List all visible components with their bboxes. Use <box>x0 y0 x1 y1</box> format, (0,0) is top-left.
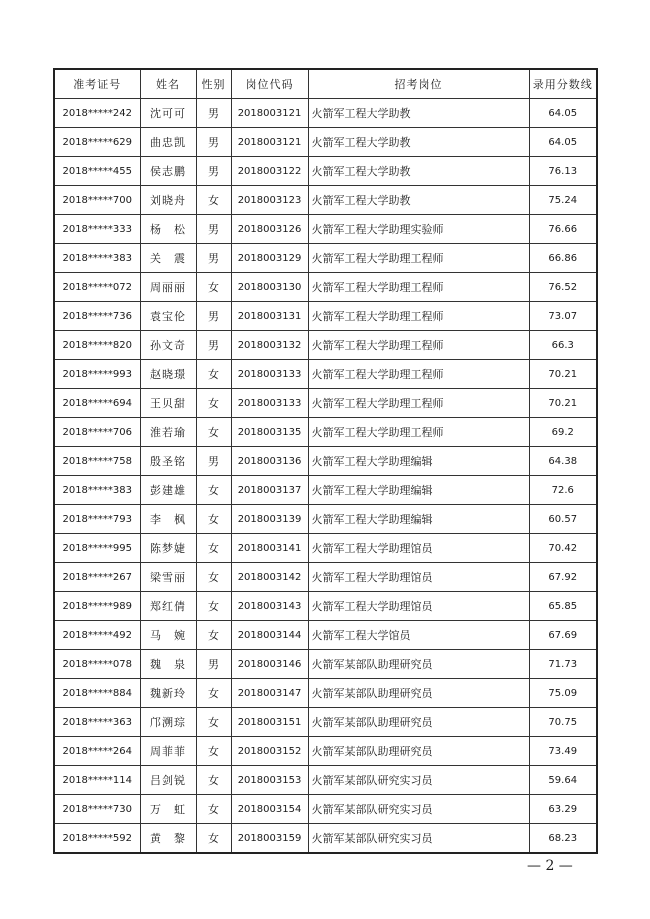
exam-number-cell: 2018*****078 <box>54 650 140 679</box>
post-cell: 火箭军某部队研究实习员 <box>308 795 529 824</box>
table-row <box>54 708 597 737</box>
table-row <box>54 505 597 534</box>
exam-number-cell: 2018*****333 <box>54 215 140 244</box>
name-cell: 侯志鹏 <box>140 157 196 186</box>
score-cell: 66.3 <box>529 331 597 360</box>
name-cell: 孙文奇 <box>140 331 196 360</box>
score-cell: 70.42 <box>529 534 597 563</box>
exam-number-cell: 2018*****629 <box>54 128 140 157</box>
gender-cell: 女 <box>196 708 231 737</box>
exam-number-cell: 2018*****383 <box>54 476 140 505</box>
score-cell: 67.69 <box>529 621 597 650</box>
post-cell: 火箭军工程大学助理工程师 <box>308 389 529 418</box>
post-code-cell: 2018003136 <box>231 447 308 476</box>
score-cell: 63.29 <box>529 795 597 824</box>
table-row <box>54 215 597 244</box>
table-row <box>54 563 597 592</box>
table-row <box>54 766 597 795</box>
table-row <box>54 99 597 128</box>
name-cell: 袁宝伦 <box>140 302 196 331</box>
table-row <box>54 244 597 273</box>
post-code-cell: 2018003159 <box>231 824 308 854</box>
exam-number-cell: 2018*****363 <box>54 708 140 737</box>
score-cell: 66.86 <box>529 244 597 273</box>
post-code-cell: 2018003123 <box>231 186 308 215</box>
post-code-cell: 2018003122 <box>231 157 308 186</box>
table-row <box>54 128 597 157</box>
post-cell: 火箭军某部队研究实习员 <box>308 766 529 795</box>
name-cell: 周菲菲 <box>140 737 196 766</box>
post-cell: 火箭军工程大学助理工程师 <box>308 331 529 360</box>
post-code-cell: 2018003126 <box>231 215 308 244</box>
header-post-code: 岗位代码 <box>231 69 308 99</box>
post-cell: 火箭军某部队研究实习员 <box>308 824 529 854</box>
table-header-row <box>54 69 597 99</box>
gender-cell: 女 <box>196 824 231 854</box>
score-cell: 70.75 <box>529 708 597 737</box>
name-cell: 赵晓璟 <box>140 360 196 389</box>
table-row <box>54 476 597 505</box>
exam-number-cell: 2018*****995 <box>54 534 140 563</box>
gender-cell: 男 <box>196 244 231 273</box>
score-cell: 68.23 <box>529 824 597 854</box>
exam-number-cell: 2018*****820 <box>54 331 140 360</box>
header-exam-number: 准考证号 <box>54 69 140 99</box>
post-cell: 火箭军工程大学助理工程师 <box>308 244 529 273</box>
post-code-cell: 2018003141 <box>231 534 308 563</box>
exam-number-cell: 2018*****884 <box>54 679 140 708</box>
post-cell: 火箭军某部队助理研究员 <box>308 650 529 679</box>
name-cell: 殷圣铭 <box>140 447 196 476</box>
post-code-cell: 2018003152 <box>231 737 308 766</box>
post-cell: 火箭军工程大学助理工程师 <box>308 302 529 331</box>
score-cell: 73.07 <box>529 302 597 331</box>
post-cell: 火箭军工程大学助教 <box>308 157 529 186</box>
post-cell: 火箭军工程大学助理编辑 <box>308 505 529 534</box>
gender-cell: 女 <box>196 505 231 534</box>
score-cell: 72.6 <box>529 476 597 505</box>
score-cell: 71.73 <box>529 650 597 679</box>
gender-cell: 男 <box>196 99 231 128</box>
table-row <box>54 679 597 708</box>
name-cell: 吕剑锐 <box>140 766 196 795</box>
gender-cell: 女 <box>196 273 231 302</box>
gender-cell: 女 <box>196 389 231 418</box>
score-cell: 64.05 <box>529 128 597 157</box>
exam-number-cell: 2018*****758 <box>54 447 140 476</box>
gender-cell: 女 <box>196 186 231 215</box>
exam-number-cell: 2018*****736 <box>54 302 140 331</box>
table-row <box>54 273 597 302</box>
table-row <box>54 447 597 476</box>
exam-number-cell: 2018*****267 <box>54 563 140 592</box>
post-cell: 火箭军某部队助理研究员 <box>308 737 529 766</box>
post-code-cell: 2018003130 <box>231 273 308 302</box>
results-table <box>53 68 598 854</box>
post-cell: 火箭军工程大学助理馆员 <box>308 534 529 563</box>
header-name: 姓名 <box>140 69 196 99</box>
gender-cell: 女 <box>196 360 231 389</box>
post-cell: 火箭军某部队助理研究员 <box>308 708 529 737</box>
score-cell: 76.13 <box>529 157 597 186</box>
table-row <box>54 360 597 389</box>
exam-number-cell: 2018*****072 <box>54 273 140 302</box>
name-cell: 周丽丽 <box>140 273 196 302</box>
table-row <box>54 621 597 650</box>
name-cell: 关 震 <box>140 244 196 273</box>
score-cell: 64.05 <box>529 99 597 128</box>
score-cell: 73.49 <box>529 737 597 766</box>
score-cell: 60.57 <box>529 505 597 534</box>
exam-number-cell: 2018*****989 <box>54 592 140 621</box>
table-row <box>54 186 597 215</box>
post-code-cell: 2018003147 <box>231 679 308 708</box>
name-cell: 淮若瑜 <box>140 418 196 447</box>
table-row <box>54 157 597 186</box>
name-cell: 邝溯琮 <box>140 708 196 737</box>
gender-cell: 女 <box>196 679 231 708</box>
table-row <box>54 737 597 766</box>
post-code-cell: 2018003131 <box>231 302 308 331</box>
score-cell: 67.92 <box>529 563 597 592</box>
post-code-cell: 2018003144 <box>231 621 308 650</box>
table-body <box>54 99 597 854</box>
name-cell: 彭建雄 <box>140 476 196 505</box>
page-number: — 2 — <box>527 858 573 874</box>
post-cell: 火箭军工程大学助理编辑 <box>308 447 529 476</box>
post-code-cell: 2018003133 <box>231 360 308 389</box>
exam-number-cell: 2018*****706 <box>54 418 140 447</box>
gender-cell: 女 <box>196 476 231 505</box>
exam-number-cell: 2018*****694 <box>54 389 140 418</box>
post-code-cell: 2018003121 <box>231 99 308 128</box>
post-cell: 火箭军工程大学助理工程师 <box>308 273 529 302</box>
post-cell: 火箭军工程大学助教 <box>308 99 529 128</box>
name-cell: 郑红倩 <box>140 592 196 621</box>
score-cell: 70.21 <box>529 389 597 418</box>
table-row <box>54 534 597 563</box>
name-cell: 刘晓舟 <box>140 186 196 215</box>
exam-number-cell: 2018*****492 <box>54 621 140 650</box>
gender-cell: 男 <box>196 128 231 157</box>
score-cell: 70.21 <box>529 360 597 389</box>
score-cell: 59.64 <box>529 766 597 795</box>
post-cell: 火箭军工程大学助教 <box>308 186 529 215</box>
score-cell: 75.09 <box>529 679 597 708</box>
post-code-cell: 2018003135 <box>231 418 308 447</box>
post-cell: 火箭军某部队助理研究员 <box>308 679 529 708</box>
name-cell: 黄 黎 <box>140 824 196 854</box>
table-row <box>54 418 597 447</box>
name-cell: 曲忠凯 <box>140 128 196 157</box>
gender-cell: 女 <box>196 766 231 795</box>
gender-cell: 女 <box>196 592 231 621</box>
name-cell: 李 枫 <box>140 505 196 534</box>
gender-cell: 男 <box>196 447 231 476</box>
gender-cell: 男 <box>196 331 231 360</box>
post-cell: 火箭军工程大学助理编辑 <box>308 476 529 505</box>
exam-number-cell: 2018*****592 <box>54 824 140 854</box>
post-code-cell: 2018003133 <box>231 389 308 418</box>
post-code-cell: 2018003143 <box>231 592 308 621</box>
score-cell: 75.24 <box>529 186 597 215</box>
post-cell: 火箭军工程大学助理工程师 <box>308 360 529 389</box>
post-code-cell: 2018003151 <box>231 708 308 737</box>
name-cell: 沈可可 <box>140 99 196 128</box>
post-cell: 火箭军工程大学助教 <box>308 128 529 157</box>
post-code-cell: 2018003153 <box>231 766 308 795</box>
score-cell: 76.66 <box>529 215 597 244</box>
gender-cell: 女 <box>196 563 231 592</box>
table-row <box>54 650 597 679</box>
name-cell: 杨 松 <box>140 215 196 244</box>
gender-cell: 男 <box>196 215 231 244</box>
post-code-cell: 2018003154 <box>231 795 308 824</box>
post-code-cell: 2018003129 <box>231 244 308 273</box>
score-cell: 64.38 <box>529 447 597 476</box>
header-post: 招考岗位 <box>308 69 529 99</box>
exam-number-cell: 2018*****114 <box>54 766 140 795</box>
post-code-cell: 2018003146 <box>231 650 308 679</box>
name-cell: 马 婉 <box>140 621 196 650</box>
gender-cell: 女 <box>196 534 231 563</box>
post-code-cell: 2018003137 <box>231 476 308 505</box>
name-cell: 魏新玲 <box>140 679 196 708</box>
header-gender: 性别 <box>196 69 231 99</box>
gender-cell: 女 <box>196 737 231 766</box>
name-cell: 梁雪丽 <box>140 563 196 592</box>
table-row <box>54 795 597 824</box>
gender-cell: 男 <box>196 650 231 679</box>
name-cell: 万 虹 <box>140 795 196 824</box>
gender-cell: 女 <box>196 621 231 650</box>
exam-number-cell: 2018*****793 <box>54 505 140 534</box>
post-code-cell: 2018003139 <box>231 505 308 534</box>
name-cell: 王贝甜 <box>140 389 196 418</box>
name-cell: 陈梦婕 <box>140 534 196 563</box>
post-cell: 火箭军工程大学馆员 <box>308 621 529 650</box>
table-row <box>54 331 597 360</box>
exam-number-cell: 2018*****993 <box>54 360 140 389</box>
header-score: 录用分数线 <box>529 69 597 99</box>
score-cell: 76.52 <box>529 273 597 302</box>
name-cell: 魏 泉 <box>140 650 196 679</box>
post-code-cell: 2018003142 <box>231 563 308 592</box>
gender-cell: 男 <box>196 157 231 186</box>
post-code-cell: 2018003132 <box>231 331 308 360</box>
score-cell: 69.2 <box>529 418 597 447</box>
table-row <box>54 302 597 331</box>
exam-number-cell: 2018*****700 <box>54 186 140 215</box>
post-code-cell: 2018003121 <box>231 128 308 157</box>
gender-cell: 女 <box>196 418 231 447</box>
gender-cell: 男 <box>196 302 231 331</box>
post-cell: 火箭军工程大学助理实验师 <box>308 215 529 244</box>
exam-number-cell: 2018*****242 <box>54 99 140 128</box>
exam-number-cell: 2018*****730 <box>54 795 140 824</box>
table-row <box>54 824 597 854</box>
exam-number-cell: 2018*****455 <box>54 157 140 186</box>
table-row <box>54 389 597 418</box>
exam-number-cell: 2018*****264 <box>54 737 140 766</box>
post-cell: 火箭军工程大学助理馆员 <box>308 592 529 621</box>
exam-number-cell: 2018*****383 <box>54 244 140 273</box>
table-row <box>54 592 597 621</box>
post-cell: 火箭军工程大学助理馆员 <box>308 563 529 592</box>
gender-cell: 女 <box>196 795 231 824</box>
post-cell: 火箭军工程大学助理工程师 <box>308 418 529 447</box>
score-cell: 65.85 <box>529 592 597 621</box>
